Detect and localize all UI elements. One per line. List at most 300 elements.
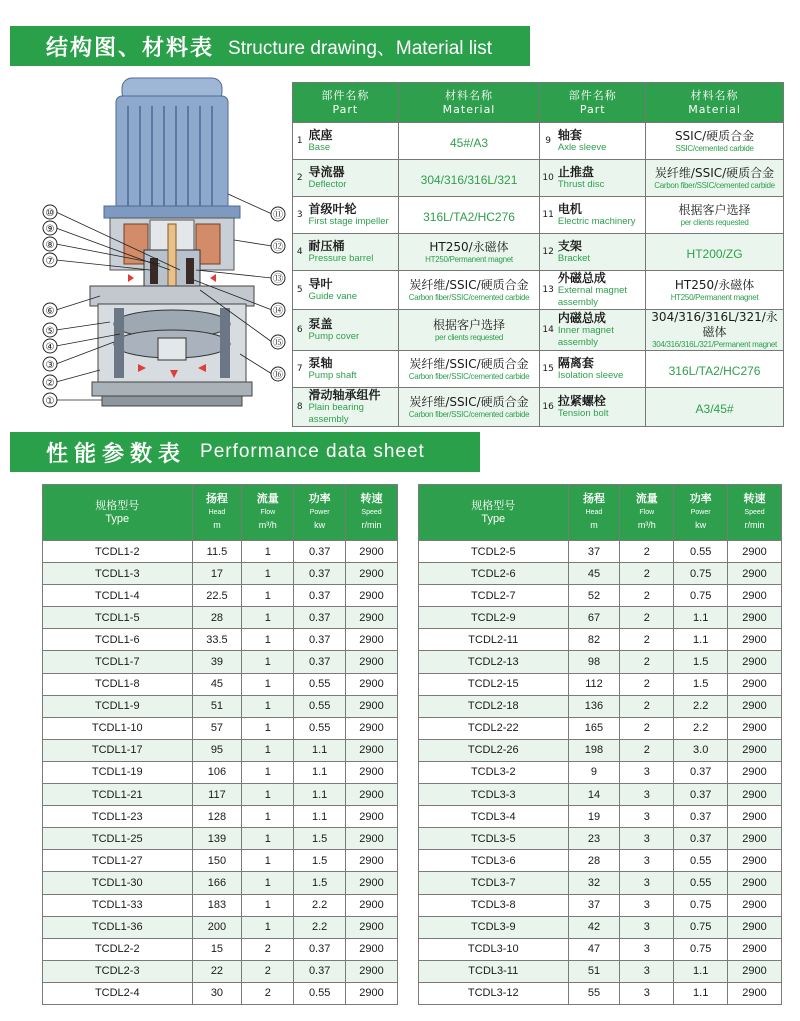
cell-type: TCDL3-3: [419, 784, 569, 806]
cell-power: 0.37: [674, 806, 728, 828]
part-name-cn: 泵盖: [308, 317, 333, 331]
cell-head: 198: [568, 739, 620, 761]
part-name-en: Pressure barrel: [308, 253, 374, 264]
cell-flow: 1: [242, 739, 294, 761]
section-title-cn: 性能参数表: [46, 441, 187, 467]
material-primary: SSIC/硬质合金: [674, 128, 755, 143]
pump-body: [90, 274, 254, 382]
cell-type: TCDL1-36: [43, 916, 193, 938]
part-number: 2: [293, 160, 307, 197]
table-row: [419, 739, 782, 761]
cell-speed: 2900: [728, 872, 782, 894]
cell-flow: 1: [242, 761, 294, 783]
part-name-cn: 滑动轴承组件: [308, 388, 381, 402]
cell-head: 45: [568, 563, 620, 585]
part-number: 4: [293, 234, 307, 271]
table-row: [419, 916, 782, 938]
part-name-en: Thrust disc: [557, 179, 605, 190]
cell-power: 0.55: [674, 850, 728, 872]
cell-type: TCDL3-10: [419, 938, 569, 960]
cell-type: TCDL3-2: [419, 761, 569, 783]
cell-type: TCDL1-6: [43, 629, 193, 651]
material-cell: [398, 197, 540, 234]
table-row: [43, 607, 398, 629]
callout-15: ⑮: [273, 338, 283, 349]
material-primary: 根据客户选择: [678, 202, 751, 217]
part-name: [306, 310, 398, 351]
material-primary: 炭纤维/SSIC/硬质合金: [409, 356, 529, 371]
material-cell: [398, 123, 540, 160]
part-name: [556, 310, 646, 351]
part-number: 1: [293, 123, 307, 160]
cell-flow: 1: [242, 695, 294, 717]
cell-type: TCDL3-11: [419, 960, 569, 982]
part-name: [306, 271, 398, 310]
part-name-en: Isolation sleeve: [557, 370, 624, 381]
cell-power: 0.37: [294, 960, 346, 982]
cell-power: 2.2: [674, 695, 728, 717]
table-row: [419, 784, 782, 806]
cell-power: 0.75: [674, 585, 728, 607]
table-row: [43, 651, 398, 673]
part-number: 8: [293, 388, 307, 427]
material-row: [293, 388, 784, 427]
cell-head: 95: [192, 739, 242, 761]
cell-power: 0.55: [294, 673, 346, 695]
cell-speed: 2900: [728, 563, 782, 585]
cell-speed: 2900: [346, 784, 398, 806]
cell-speed: 2900: [728, 541, 782, 563]
cell-power: 0.37: [674, 761, 728, 783]
cell-flow: 3: [620, 872, 674, 894]
cell-type: TCDL1-23: [43, 806, 193, 828]
material-secondary: HT250/Permanent magnet: [425, 254, 513, 264]
table-row: [419, 828, 782, 850]
cell-flow: 2: [620, 717, 674, 739]
cell-flow: 1: [242, 806, 294, 828]
cell-power: 0.37: [294, 585, 346, 607]
cell-type: TCDL2-18: [419, 695, 569, 717]
table-row: [43, 717, 398, 739]
table-row: [43, 916, 398, 938]
material-table-header: [293, 83, 784, 123]
callout-4: ④: [45, 342, 55, 353]
cell-type: TCDL2-26: [419, 739, 569, 761]
cell-flow: 3: [620, 938, 674, 960]
table-row: [419, 850, 782, 872]
part-name: [306, 123, 398, 160]
cell-type: TCDL1-25: [43, 828, 193, 850]
cell-head: 33.5: [192, 629, 242, 651]
part-name: [556, 160, 646, 197]
cell-power: 0.37: [674, 828, 728, 850]
cell-speed: 2900: [346, 916, 398, 938]
cell-type: TCDL1-19: [43, 761, 193, 783]
table-row: [43, 739, 398, 761]
cell-speed: 2900: [346, 872, 398, 894]
header-type: 规格型号 Type: [43, 485, 193, 541]
cell-head: 139: [192, 828, 242, 850]
cell-power: 1.1: [294, 806, 346, 828]
cell-power: 0.37: [294, 651, 346, 673]
material-cell: [398, 310, 540, 351]
cell-power: 0.55: [674, 872, 728, 894]
cell-speed: 2900: [346, 629, 398, 651]
cell-head: 32: [568, 872, 620, 894]
material-cell: [398, 351, 540, 388]
part-name: [306, 234, 398, 271]
cell-speed: 2900: [728, 585, 782, 607]
cell-head: 67: [568, 607, 620, 629]
cell-speed: 2900: [728, 717, 782, 739]
table-row: [419, 695, 782, 717]
cell-speed: 2900: [346, 806, 398, 828]
part-number: 13: [540, 271, 556, 310]
cell-type: TCDL1-3: [43, 563, 193, 585]
cell-head: 112: [568, 673, 620, 695]
cell-speed: 2900: [346, 938, 398, 960]
part-name-cn: 电机: [557, 202, 582, 216]
section-title-en: Structure drawing、Material list: [228, 37, 492, 59]
cell-flow: 1: [242, 563, 294, 585]
part-name-cn: 导叶: [308, 277, 333, 291]
material-secondary: SSIC/cemented carbide: [675, 143, 754, 153]
cell-power: 2.2: [674, 717, 728, 739]
part-name-cn: 泵轴: [308, 356, 333, 370]
cell-flow: 2: [620, 607, 674, 629]
material-row: [293, 197, 784, 234]
cell-head: 128: [192, 806, 242, 828]
part-name: [556, 271, 646, 310]
cell-type: TCDL3-4: [419, 806, 569, 828]
part-name-en: Base: [308, 142, 331, 153]
cell-head: 183: [192, 894, 242, 916]
part-name-en: Inner magnet assembly: [557, 325, 614, 348]
cell-speed: 2900: [728, 960, 782, 982]
cell-power: 0.37: [294, 607, 346, 629]
cell-head: 51: [192, 695, 242, 717]
callout-1: ①: [45, 396, 55, 407]
table-row: [419, 607, 782, 629]
cell-type: TCDL3-8: [419, 894, 569, 916]
cell-power: 0.55: [294, 717, 346, 739]
table-row: [419, 894, 782, 916]
table-row: [43, 960, 398, 982]
cell-type: TCDL1-27: [43, 850, 193, 872]
header-speed: 转速 Speed r/min: [728, 485, 782, 541]
material-primary: 炭纤维/SSIC/硬质合金: [409, 277, 529, 292]
part-name-cn: 导流器: [308, 165, 345, 179]
table-row: [419, 717, 782, 739]
table-row: [43, 894, 398, 916]
cell-flow: 2: [620, 563, 674, 585]
material-secondary: Carbon fiber/SSIC/cemented carbide: [408, 292, 530, 302]
part-name-cn: 内磁总成: [557, 311, 606, 325]
cell-speed: 2900: [346, 673, 398, 695]
cell-power: 0.37: [294, 629, 346, 651]
part-name: [556, 123, 646, 160]
material-cell: [398, 160, 540, 197]
cell-power: 1.1: [294, 784, 346, 806]
part-name-cn: 底座: [308, 128, 333, 142]
cell-type: TCDL2-9: [419, 607, 569, 629]
cell-flow: 3: [620, 784, 674, 806]
header-head: 扬程 Head m: [568, 485, 620, 541]
cell-speed: 2900: [728, 761, 782, 783]
cell-type: TCDL1-7: [43, 651, 193, 673]
cell-power: 0.37: [294, 938, 346, 960]
header-power: 功率 Power kw: [674, 485, 728, 541]
section-title-cn: 结构图、材料表: [46, 35, 215, 61]
material-primary: 根据客户选择: [433, 317, 506, 332]
performance-table-left: [42, 484, 398, 1005]
cell-flow: 2: [242, 982, 294, 1004]
cell-head: 22: [192, 960, 242, 982]
table-row: [419, 563, 782, 585]
cell-flow: 2: [620, 585, 674, 607]
table-row: [43, 695, 398, 717]
part-name-en: External magnet assembly: [557, 285, 628, 308]
cell-speed: 2900: [346, 563, 398, 585]
part-name-en: Pump cover: [308, 331, 360, 342]
part-name-en: Deflector: [308, 179, 347, 190]
cell-head: 51: [568, 960, 620, 982]
callout-3: ③: [45, 360, 55, 371]
cell-power: 1.1: [674, 960, 728, 982]
cell-head: 23: [568, 828, 620, 850]
material-row: [293, 160, 784, 197]
callout-2: ②: [45, 378, 55, 389]
part-name-en: Guide vane: [308, 291, 358, 302]
material-secondary: per clients requested: [680, 217, 749, 227]
callout-10: ⑩: [45, 208, 55, 219]
material-cell: [646, 351, 784, 388]
cell-speed: 2900: [346, 982, 398, 1004]
part-number: 12: [540, 234, 556, 271]
material-secondary: per clients requested: [435, 332, 503, 342]
cell-speed: 2900: [728, 982, 782, 1004]
table-row: [419, 806, 782, 828]
cell-speed: 2900: [728, 673, 782, 695]
cell-head: 17: [192, 563, 242, 585]
part-number: 10: [540, 160, 556, 197]
part-name-cn: 支架: [557, 239, 582, 253]
cell-head: 82: [568, 629, 620, 651]
cell-flow: 1: [242, 717, 294, 739]
part-name: [306, 351, 398, 388]
structure-drawing: [40, 74, 288, 414]
material-secondary: HT250/Permanent magnet: [670, 292, 759, 302]
callout-11: ⑪: [273, 210, 283, 221]
cell-power: 1.1: [674, 982, 728, 1004]
cell-type: TCDL2-22: [419, 717, 569, 739]
cell-flow: 1: [242, 629, 294, 651]
cell-flow: 1: [242, 651, 294, 673]
performance-table-right: [418, 484, 782, 1005]
material-secondary: 304/316/316L/321/Permanent magnet: [652, 340, 777, 349]
callout-6: ⑥: [45, 306, 55, 317]
cell-power: 0.37: [294, 541, 346, 563]
cell-type: TCDL1-30: [43, 872, 193, 894]
cell-flow: 1: [242, 850, 294, 872]
cell-type: TCDL1-4: [43, 585, 193, 607]
cell-head: 165: [568, 717, 620, 739]
part-number: 14: [540, 310, 556, 351]
cell-type: TCDL2-2: [43, 938, 193, 960]
header-part-left: 部件名称 Part: [293, 83, 399, 123]
material-cell: [646, 160, 784, 197]
cell-flow: 2: [620, 651, 674, 673]
cell-flow: 3: [620, 982, 674, 1004]
cell-head: 47: [568, 938, 620, 960]
cell-speed: 2900: [346, 651, 398, 673]
section-banner-performance: [10, 432, 480, 472]
cell-type: TCDL1-8: [43, 673, 193, 695]
cell-head: 52: [568, 585, 620, 607]
callout-13: ⑬: [273, 274, 283, 285]
cell-type: TCDL2-6: [419, 563, 569, 585]
part-name-cn: 拉紧螺栓: [557, 394, 606, 408]
motor: [104, 78, 240, 218]
cell-speed: 2900: [346, 607, 398, 629]
cell-power: 0.55: [294, 982, 346, 1004]
table-row: [419, 629, 782, 651]
cell-speed: 2900: [728, 607, 782, 629]
cell-flow: 2: [242, 938, 294, 960]
cell-head: 98: [568, 651, 620, 673]
material-primary: 304/316/316L/321/永磁体: [651, 310, 778, 339]
cell-flow: 1: [242, 872, 294, 894]
cell-power: 3.0: [674, 739, 728, 761]
cell-type: TCDL3-7: [419, 872, 569, 894]
cell-flow: 3: [620, 850, 674, 872]
material-secondary: Carbon fiber/SSIC/cemented carbide: [408, 371, 530, 381]
table-row: [419, 585, 782, 607]
cell-head: 37: [568, 894, 620, 916]
cell-speed: 2900: [346, 761, 398, 783]
cell-type: TCDL3-6: [419, 850, 569, 872]
part-name-cn: 止推盘: [557, 165, 594, 179]
header-flow: 流量 Flow m³/h: [620, 485, 674, 541]
cell-head: 9: [568, 761, 620, 783]
table-row: [43, 850, 398, 872]
table-row: [419, 651, 782, 673]
cell-flow: 3: [620, 828, 674, 850]
cell-speed: 2900: [346, 828, 398, 850]
cell-type: TCDL2-3: [43, 960, 193, 982]
cell-type: TCDL2-13: [419, 651, 569, 673]
cell-power: 2.2: [294, 894, 346, 916]
cell-head: 22.5: [192, 585, 242, 607]
header-type: 规格型号 Type: [419, 485, 569, 541]
header-power: 功率 Power kw: [294, 485, 346, 541]
cell-power: 1.1: [674, 629, 728, 651]
cell-type: TCDL1-17: [43, 739, 193, 761]
cell-head: 39: [192, 651, 242, 673]
cell-speed: 2900: [728, 739, 782, 761]
part-name-cn: 轴套: [557, 128, 582, 142]
table-row: [43, 982, 398, 1004]
cell-head: 117: [192, 784, 242, 806]
part-number: 9: [540, 123, 556, 160]
cell-speed: 2900: [346, 695, 398, 717]
cell-speed: 2900: [346, 960, 398, 982]
material-primary: 炭纤维/SSIC/硬质合金: [409, 394, 529, 409]
part-number: 16: [540, 388, 556, 427]
part-name-en: Plain bearing assembly: [308, 402, 364, 425]
part-name: [556, 197, 646, 234]
cell-type: TCDL2-15: [419, 673, 569, 695]
header-material-right: 材料名称 Material: [646, 83, 784, 123]
material-table: [292, 82, 784, 427]
table-row: [419, 938, 782, 960]
cell-flow: 2: [620, 629, 674, 651]
cell-speed: 2900: [728, 828, 782, 850]
performance-header: [43, 485, 398, 541]
cell-power: 1.1: [294, 739, 346, 761]
material-secondary: Carbon fiber/SSIC/cemented carbide: [654, 180, 775, 190]
cell-type: TCDL2-11: [419, 629, 569, 651]
cell-flow: 1: [242, 894, 294, 916]
cell-speed: 2900: [346, 717, 398, 739]
table-row: [43, 784, 398, 806]
cell-power: 0.37: [294, 563, 346, 585]
cell-speed: 2900: [728, 629, 782, 651]
header-flow: 流量 Flow m³/h: [242, 485, 294, 541]
material-primary: A3/45#: [695, 401, 734, 416]
cell-power: 0.75: [674, 563, 728, 585]
table-row: [43, 761, 398, 783]
cell-power: 2.2: [294, 916, 346, 938]
material-cell: [646, 388, 784, 427]
cell-type: TCDL3-9: [419, 916, 569, 938]
base: [92, 382, 252, 406]
cell-flow: 2: [620, 739, 674, 761]
table-row: [43, 563, 398, 585]
cell-power: 1.1: [294, 761, 346, 783]
cell-flow: 2: [620, 695, 674, 717]
cell-power: 1.5: [294, 872, 346, 894]
cell-speed: 2900: [728, 651, 782, 673]
material-row: [293, 310, 784, 351]
cell-flow: 3: [620, 960, 674, 982]
cell-flow: 3: [620, 916, 674, 938]
cell-head: 106: [192, 761, 242, 783]
cell-type: TCDL1-33: [43, 894, 193, 916]
table-row: [43, 806, 398, 828]
material-primary: 304/316/316L/321: [420, 172, 518, 187]
material-secondary: Carbon fiber/SSIC/cemented carbide: [408, 409, 530, 419]
callout-12: ⑫: [273, 242, 283, 253]
table-row: [43, 872, 398, 894]
table-row: [419, 960, 782, 982]
part-number: 6: [293, 310, 307, 351]
cell-head: 11.5: [192, 541, 242, 563]
cell-flow: 3: [620, 806, 674, 828]
cell-head: 19: [568, 806, 620, 828]
material-cell: [398, 388, 540, 427]
cell-type: TCDL1-9: [43, 695, 193, 717]
cell-head: 28: [192, 607, 242, 629]
cell-flow: 1: [242, 607, 294, 629]
callout-14: ⑭: [273, 306, 283, 317]
table-row: [43, 585, 398, 607]
cell-speed: 2900: [346, 541, 398, 563]
part-number: 5: [293, 271, 307, 310]
cell-flow: 3: [620, 761, 674, 783]
cell-flow: 1: [242, 784, 294, 806]
cell-speed: 2900: [728, 850, 782, 872]
